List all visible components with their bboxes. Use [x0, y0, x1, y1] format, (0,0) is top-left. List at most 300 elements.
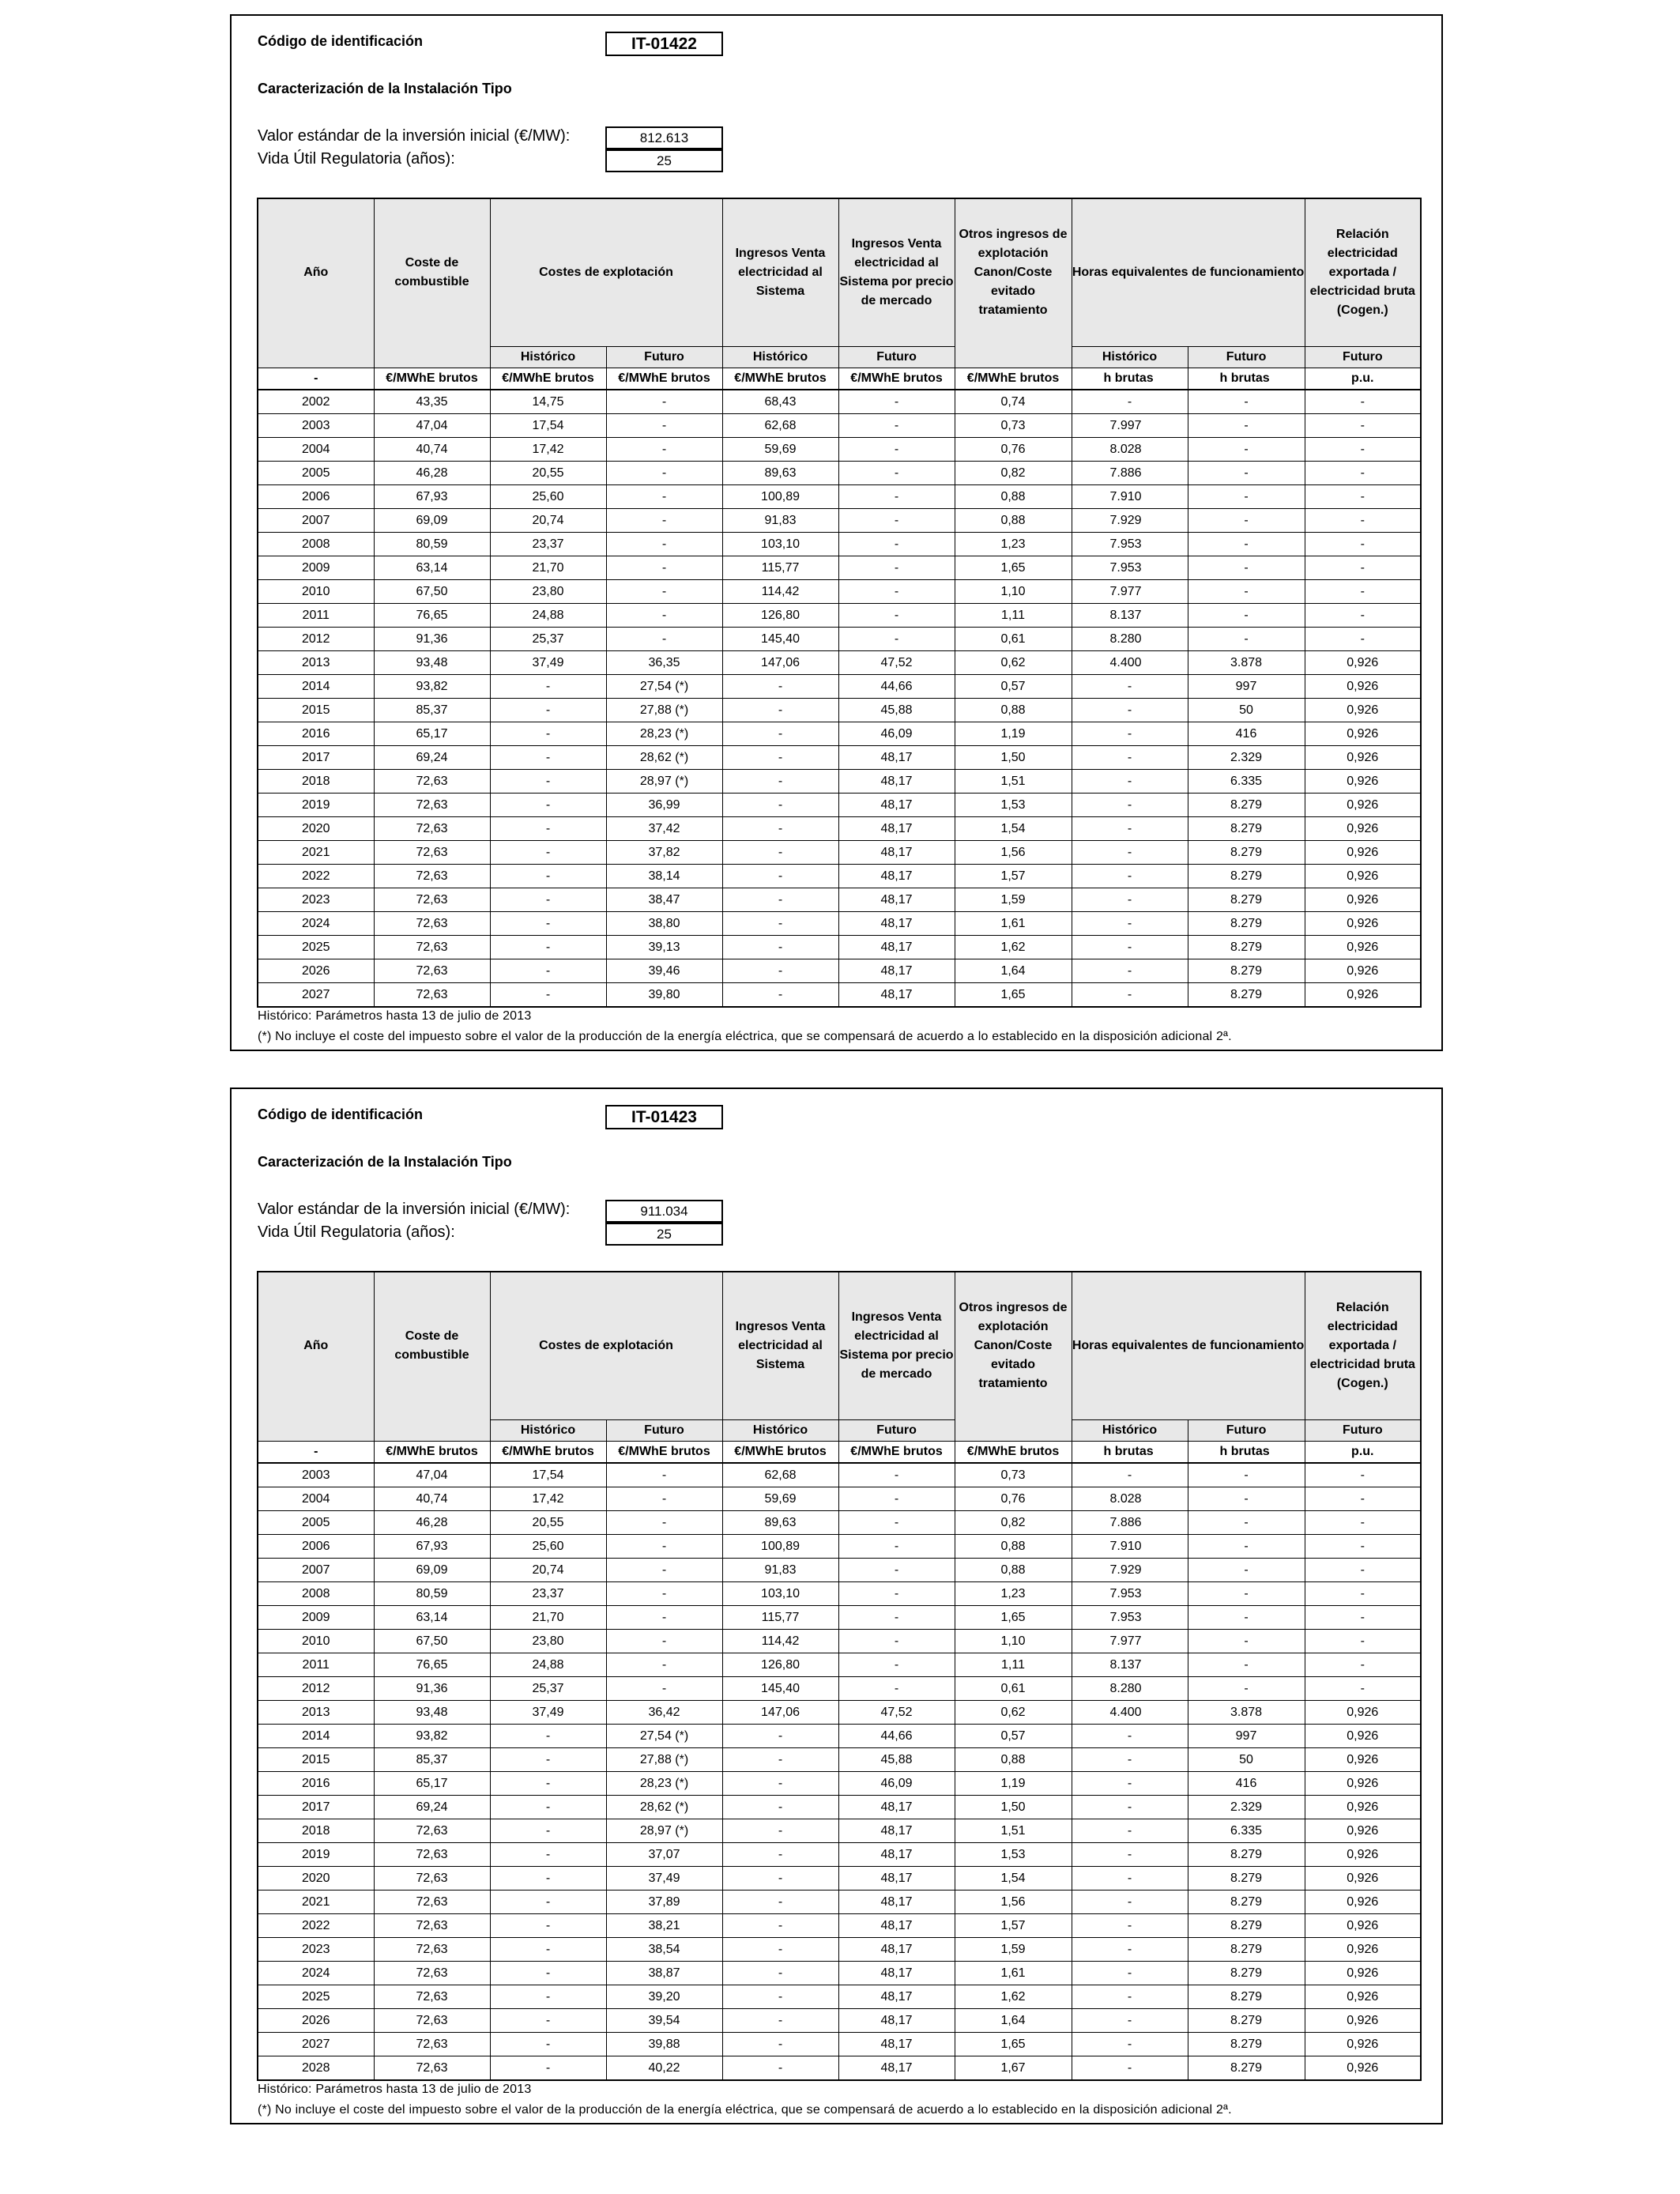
table-cell: -: [490, 770, 606, 794]
table-cell: 48,17: [838, 1843, 955, 1867]
table-cell: 67,93: [374, 485, 490, 509]
table-cell: 48,17: [838, 1914, 955, 1938]
table-row: [258, 817, 1421, 841]
table-cell: -: [1188, 462, 1305, 485]
table-cell: -: [722, 1748, 838, 1772]
table-cell: 48,17: [838, 770, 955, 794]
table-cell: 7.953: [1072, 1606, 1188, 1630]
unit-hours-fut: h brutas: [1188, 368, 1305, 390]
table-cell: 27,88 (*): [606, 699, 722, 722]
table-cell: 1,19: [955, 1772, 1072, 1796]
table-cell: 0,926: [1305, 1962, 1421, 1985]
table-body: [258, 1463, 1421, 2080]
table-cell: -: [722, 2056, 838, 2081]
table-cell: 8.279: [1188, 1938, 1305, 1962]
table-row: [258, 888, 1421, 912]
table-cell: -: [1305, 1463, 1421, 1487]
table-cell: -: [1188, 438, 1305, 462]
table-cell: 6.335: [1188, 770, 1305, 794]
table-row: [258, 722, 1421, 746]
table-row: [258, 1463, 1421, 1487]
table-cell: 0,926: [1305, 1796, 1421, 1819]
table-cell: 85,37: [374, 699, 490, 722]
table-cell: -: [1188, 390, 1305, 414]
table-cell: 1,65: [955, 556, 1072, 580]
table-cell: -: [722, 722, 838, 746]
table-cell: 38,47: [606, 888, 722, 912]
table-cell: 0,926: [1305, 699, 1421, 722]
table-cell: 0,926: [1305, 817, 1421, 841]
table-row: [258, 1891, 1421, 1914]
table-cell: -: [490, 746, 606, 770]
table-cell: 25,60: [490, 485, 606, 509]
note-historical: Histórico: Parámetros hasta 13 de julio de 2013: [258, 2083, 532, 2096]
table-cell: -: [1072, 699, 1188, 722]
table-cell: 48,17: [838, 817, 955, 841]
table-cell: -: [1072, 2056, 1188, 2081]
table-cell: -: [722, 1796, 838, 1819]
table-cell: -: [1305, 509, 1421, 533]
table-cell: 2013: [258, 651, 374, 675]
table-cell: 47,52: [838, 651, 955, 675]
table-cell: -: [606, 414, 722, 438]
table-row: [258, 438, 1421, 462]
col-fuel-header: Coste de combustible: [374, 198, 490, 347]
table-row: [258, 912, 1421, 936]
table-cell: 8.279: [1188, 959, 1305, 983]
table-cell: 72,63: [374, 2056, 490, 2081]
table-cell: 69,09: [374, 509, 490, 533]
sales-hist-sub: Histórico: [722, 347, 838, 368]
table-row: [258, 1535, 1421, 1559]
hours-hist-sub: Histórico: [1072, 1420, 1188, 1442]
table-cell: -: [490, 699, 606, 722]
table-cell: 72,63: [374, 1914, 490, 1938]
table-cell: -: [606, 1487, 722, 1511]
table-cell: 91,36: [374, 628, 490, 651]
life-label: Vida Útil Regulatoria (años):: [258, 1223, 455, 1241]
table-cell: 72,63: [374, 1938, 490, 1962]
table-cell: -: [838, 1559, 955, 1582]
table-cell: 2012: [258, 1677, 374, 1701]
table-cell: 2003: [258, 1463, 374, 1487]
table-cell: 44,66: [838, 675, 955, 699]
table-cell: -: [490, 1962, 606, 1985]
table-cell: 37,42: [606, 817, 722, 841]
table-cell: 2024: [258, 912, 374, 936]
table-cell: 67,50: [374, 1630, 490, 1653]
other-sub-empty: [955, 1420, 1072, 1442]
table-cell: -: [838, 1487, 955, 1511]
table-cell: 0,926: [1305, 2009, 1421, 2033]
note-asterisk: (*) No incluye el coste del impuesto sobre el valor de la producción de la energía eléctrica, que se compensará de acuerdo a lo establecido en la disposición adicional 2ª.: [258, 1030, 1232, 1043]
table-cell: -: [490, 865, 606, 888]
table-cell: 59,69: [722, 438, 838, 462]
table-cell: 416: [1188, 722, 1305, 746]
table-cell: 38,21: [606, 1914, 722, 1938]
table-cell: 0,82: [955, 1511, 1072, 1535]
table-cell: 48,17: [838, 2033, 955, 2056]
opex-hist-sub: Histórico: [490, 347, 606, 368]
table-cell: 0,61: [955, 1677, 1072, 1701]
table-cell: -: [722, 794, 838, 817]
table-cell: 47,04: [374, 414, 490, 438]
table-cell: 1,64: [955, 2009, 1072, 2033]
table-cell: 48,17: [838, 1891, 955, 1914]
table-row: [258, 1914, 1421, 1938]
table-cell: 2004: [258, 438, 374, 462]
table-cell: 2007: [258, 1559, 374, 1582]
table-cell: -: [606, 1630, 722, 1653]
table-cell: -: [1188, 1511, 1305, 1535]
table-cell: 2021: [258, 841, 374, 865]
table-cell: 1,53: [955, 794, 1072, 817]
table-cell: 17,54: [490, 1463, 606, 1487]
table-cell: 8.028: [1072, 438, 1188, 462]
table-cell: -: [490, 936, 606, 959]
table-cell: 2018: [258, 1819, 374, 1843]
table-row: [258, 1725, 1421, 1748]
table-cell: -: [1188, 1653, 1305, 1677]
table-cell: 36,42: [606, 1701, 722, 1725]
col-sales-header: Ingresos Venta electricidad al Sistema: [722, 1272, 838, 1420]
table-row: [258, 2056, 1421, 2081]
table-cell: 1,51: [955, 770, 1072, 794]
table-cell: 0,926: [1305, 1819, 1421, 1843]
unit-sales-fut: €/MWhE brutos: [838, 368, 955, 390]
table-cell: 145,40: [722, 1677, 838, 1701]
table-cell: -: [1188, 1630, 1305, 1653]
unit-hours-hist: h brutas: [1072, 368, 1188, 390]
col-hours-header: Horas equivalentes de funcionamiento: [1072, 198, 1305, 347]
table-cell: 0,88: [955, 509, 1072, 533]
table-cell: 1,62: [955, 1985, 1072, 2009]
table-cell: -: [1305, 533, 1421, 556]
table-cell: 8.279: [1188, 2033, 1305, 2056]
table-cell: 21,70: [490, 556, 606, 580]
table-cell: 23,80: [490, 1630, 606, 1653]
table-cell: 2011: [258, 604, 374, 628]
table-cell: -: [722, 1938, 838, 1962]
table-cell: 63,14: [374, 1606, 490, 1630]
table-cell: -: [490, 1985, 606, 2009]
table-cell: -: [722, 1985, 838, 2009]
table-cell: 20,55: [490, 1511, 606, 1535]
table-cell: -: [838, 509, 955, 533]
table-cell: 8.279: [1188, 888, 1305, 912]
table-cell: 72,63: [374, 912, 490, 936]
installation-sheet-2: [230, 1088, 1443, 2124]
table-cell: -: [838, 556, 955, 580]
table-cell: 72,63: [374, 936, 490, 959]
life-label: Vida Útil Regulatoria (años):: [258, 150, 455, 168]
table-cell: 8.279: [1188, 2009, 1305, 2033]
table-cell: -: [1305, 1653, 1421, 1677]
fuel-sub-empty: [374, 347, 490, 368]
table-cell: -: [1188, 1487, 1305, 1511]
table-cell: 20,55: [490, 462, 606, 485]
table-cell: -: [1072, 1463, 1188, 1487]
table-cell: 2002: [258, 390, 374, 414]
table-cell: -: [838, 390, 955, 414]
table-cell: 0,61: [955, 628, 1072, 651]
table-cell: -: [1072, 675, 1188, 699]
table-cell: 23,37: [490, 533, 606, 556]
table-cell: 2005: [258, 1511, 374, 1535]
table-cell: 0,74: [955, 390, 1072, 414]
table-row: [258, 1511, 1421, 1535]
table-cell: 2003: [258, 414, 374, 438]
table-cell: 0,57: [955, 1725, 1072, 1748]
table-cell: -: [1305, 1487, 1421, 1511]
table-cell: -: [1072, 770, 1188, 794]
table-cell: 72,63: [374, 2033, 490, 2056]
table-cell: 48,17: [838, 1867, 955, 1891]
table-cell: -: [1305, 1677, 1421, 1701]
table-cell: -: [1305, 1535, 1421, 1559]
table-cell: 91,36: [374, 1677, 490, 1701]
table-cell: 72,63: [374, 1962, 490, 1985]
table-cell: 72,63: [374, 841, 490, 865]
table-row: [258, 1701, 1421, 1725]
table-cell: 0,82: [955, 462, 1072, 485]
table-cell: 0,926: [1305, 1867, 1421, 1891]
col-ratio-header: Relación electricidad exportada / electricidad bruta (Cogen.): [1305, 1272, 1421, 1420]
table-cell: -: [722, 865, 838, 888]
table-cell: 2014: [258, 1725, 374, 1748]
table-cell: -: [1305, 462, 1421, 485]
table-cell: -: [838, 1606, 955, 1630]
opex-fut-sub: Futuro: [606, 1420, 722, 1442]
unit-opex-hist: €/MWhE brutos: [490, 368, 606, 390]
table-cell: -: [838, 438, 955, 462]
table-cell: -: [722, 1914, 838, 1938]
table-cell: 8.279: [1188, 1962, 1305, 1985]
table-cell: 3.878: [1188, 651, 1305, 675]
unit-hours-hist: h brutas: [1072, 1442, 1188, 1464]
table-cell: -: [606, 533, 722, 556]
table-cell: -: [1305, 1630, 1421, 1653]
table-cell: -: [490, 959, 606, 983]
table-cell: 114,42: [722, 1630, 838, 1653]
unit-other: €/MWhE brutos: [955, 368, 1072, 390]
col-year-header: Año: [258, 198, 374, 347]
table-cell: -: [490, 722, 606, 746]
table-cell: 2010: [258, 1630, 374, 1653]
col-other-header: Otros ingresos de explotación Canon/Coste evitado tratamiento: [955, 198, 1072, 347]
table-cell: 2025: [258, 1985, 374, 2009]
table-cell: 40,74: [374, 1487, 490, 1511]
table-cell: 39,13: [606, 936, 722, 959]
table-cell: 2020: [258, 1867, 374, 1891]
table-cell: 2015: [258, 1748, 374, 1772]
table-cell: 72,63: [374, 770, 490, 794]
table-cell: 1,11: [955, 1653, 1072, 1677]
unit-sales-hist: €/MWhE brutos: [722, 368, 838, 390]
col-opex-header: Costes de explotación: [490, 198, 722, 347]
table-cell: 0,88: [955, 485, 1072, 509]
table-cell: 0,926: [1305, 1891, 1421, 1914]
table-cell: 39,88: [606, 2033, 722, 2056]
hours-hist-sub: Histórico: [1072, 347, 1188, 368]
table-cell: 48,17: [838, 1938, 955, 1962]
hours-fut-sub: Futuro: [1188, 1420, 1305, 1442]
table-cell: -: [1072, 1843, 1188, 1867]
table-cell: 25,37: [490, 628, 606, 651]
table-cell: 7.929: [1072, 509, 1188, 533]
table-cell: 1,65: [955, 1606, 1072, 1630]
table-cell: -: [1188, 1535, 1305, 1559]
table-cell: 2024: [258, 1962, 374, 1985]
section-title: Caracterización de la Instalación Tipo: [258, 81, 512, 96]
unit-sales-fut: €/MWhE brutos: [838, 1442, 955, 1464]
table-cell: 0,73: [955, 1463, 1072, 1487]
table-cell: 7.977: [1072, 1630, 1188, 1653]
table-cell: -: [1305, 604, 1421, 628]
table-cell: 44,66: [838, 1725, 955, 1748]
table-cell: 50: [1188, 699, 1305, 722]
table-cell: -: [490, 888, 606, 912]
table-cell: 2006: [258, 485, 374, 509]
table-cell: 1,54: [955, 817, 1072, 841]
table-cell: 0,926: [1305, 1843, 1421, 1867]
table-row: [258, 628, 1421, 651]
table-cell: 0,926: [1305, 770, 1421, 794]
table-cell: 1,50: [955, 746, 1072, 770]
investment-label: Valor estándar de la inversión inicial (€/MW):: [258, 1201, 571, 1218]
table-cell: 7.910: [1072, 485, 1188, 509]
sales-hist-sub: Histórico: [722, 1420, 838, 1442]
table-cell: 0,926: [1305, 1985, 1421, 2009]
table-cell: 0,76: [955, 438, 1072, 462]
table-cell: -: [1305, 1606, 1421, 1630]
table-cell: -: [1305, 1559, 1421, 1582]
table-cell: 93,82: [374, 1725, 490, 1748]
table-cell: -: [1072, 912, 1188, 936]
table-cell: -: [1072, 2009, 1188, 2033]
table-cell: 1,50: [955, 1796, 1072, 1819]
unit-year: -: [258, 368, 374, 390]
table-cell: 48,17: [838, 2056, 955, 2081]
table-cell: 8.279: [1188, 1985, 1305, 2009]
table-cell: 0,926: [1305, 888, 1421, 912]
table-row: [258, 770, 1421, 794]
table-cell: 59,69: [722, 1487, 838, 1511]
table-cell: -: [1072, 1891, 1188, 1914]
table-cell: 89,63: [722, 1511, 838, 1535]
table-cell: -: [490, 2033, 606, 2056]
table-cell: 38,14: [606, 865, 722, 888]
table-cell: -: [838, 1511, 955, 1535]
code-label: Código de identificación: [258, 33, 424, 49]
col-fuel-header: Coste de combustible: [374, 1272, 490, 1420]
table-cell: 37,49: [606, 1867, 722, 1891]
unit-hours-fut: h brutas: [1188, 1442, 1305, 1464]
table-cell: -: [490, 1843, 606, 1867]
table-row: [258, 1796, 1421, 1819]
col-sales-market-header: Ingresos Venta electricidad al Sistema por precio de mercado: [838, 198, 955, 347]
table-cell: -: [838, 1653, 955, 1677]
table-cell: 8.279: [1188, 1891, 1305, 1914]
table-cell: 72,63: [374, 983, 490, 1008]
table-cell: 39,80: [606, 983, 722, 1008]
table-cell: 8.280: [1072, 1677, 1188, 1701]
table-cell: 8.279: [1188, 983, 1305, 1008]
table-cell: -: [722, 817, 838, 841]
table-cell: 37,82: [606, 841, 722, 865]
table-cell: 37,49: [490, 651, 606, 675]
table-row: [258, 1985, 1421, 2009]
table-cell: -: [1188, 485, 1305, 509]
table-cell: 36,99: [606, 794, 722, 817]
table-cell: -: [1188, 628, 1305, 651]
year-sub-empty: [258, 1420, 374, 1442]
table-cell: -: [490, 675, 606, 699]
table-cell: 43,35: [374, 390, 490, 414]
table-cell: -: [1072, 888, 1188, 912]
installation-code: IT-01422: [605, 32, 723, 56]
table-cell: 28,97 (*): [606, 1819, 722, 1843]
table-cell: 2018: [258, 770, 374, 794]
table-cell: 48,17: [838, 794, 955, 817]
table-cell: 3.878: [1188, 1701, 1305, 1725]
table-cell: 24,88: [490, 1653, 606, 1677]
table-cell: 2026: [258, 959, 374, 983]
table-cell: -: [606, 604, 722, 628]
unit-other: €/MWhE brutos: [955, 1442, 1072, 1464]
table-cell: -: [722, 1843, 838, 1867]
table-cell: 7.997: [1072, 414, 1188, 438]
table-cell: -: [606, 1582, 722, 1606]
table-cell: 46,28: [374, 1511, 490, 1535]
table-cell: 115,77: [722, 556, 838, 580]
table-cell: -: [722, 1962, 838, 1985]
table-cell: 63,14: [374, 556, 490, 580]
table-cell: -: [1072, 1938, 1188, 1962]
section-title: Caracterización de la Instalación Tipo: [258, 1154, 512, 1170]
table-cell: -: [1072, 983, 1188, 1008]
table-cell: 0,88: [955, 1748, 1072, 1772]
table-cell: -: [1305, 1582, 1421, 1606]
table-cell: 2027: [258, 983, 374, 1008]
table-cell: 2.329: [1188, 746, 1305, 770]
table-row: [258, 390, 1421, 414]
table-cell: 48,17: [838, 1796, 955, 1819]
table-cell: 2011: [258, 1653, 374, 1677]
table-cell: 76,65: [374, 604, 490, 628]
table-cell: 46,09: [838, 722, 955, 746]
table-cell: -: [490, 1748, 606, 1772]
table-cell: 2013: [258, 1701, 374, 1725]
table-cell: 2008: [258, 1582, 374, 1606]
table-cell: -: [1305, 1511, 1421, 1535]
table-cell: 1,64: [955, 959, 1072, 983]
table-cell: 4.400: [1072, 1701, 1188, 1725]
table-cell: -: [838, 1630, 955, 1653]
table-row: [258, 865, 1421, 888]
table-cell: 126,80: [722, 604, 838, 628]
table-cell: 68,43: [722, 390, 838, 414]
table-cell: 48,17: [838, 888, 955, 912]
table-cell: 7.953: [1072, 533, 1188, 556]
table-cell: 89,63: [722, 462, 838, 485]
table-cell: -: [1072, 1772, 1188, 1796]
table-cell: 1,19: [955, 722, 1072, 746]
table-cell: 126,80: [722, 1653, 838, 1677]
table-cell: -: [1188, 1677, 1305, 1701]
table-cell: -: [1305, 556, 1421, 580]
table-cell: -: [838, 462, 955, 485]
